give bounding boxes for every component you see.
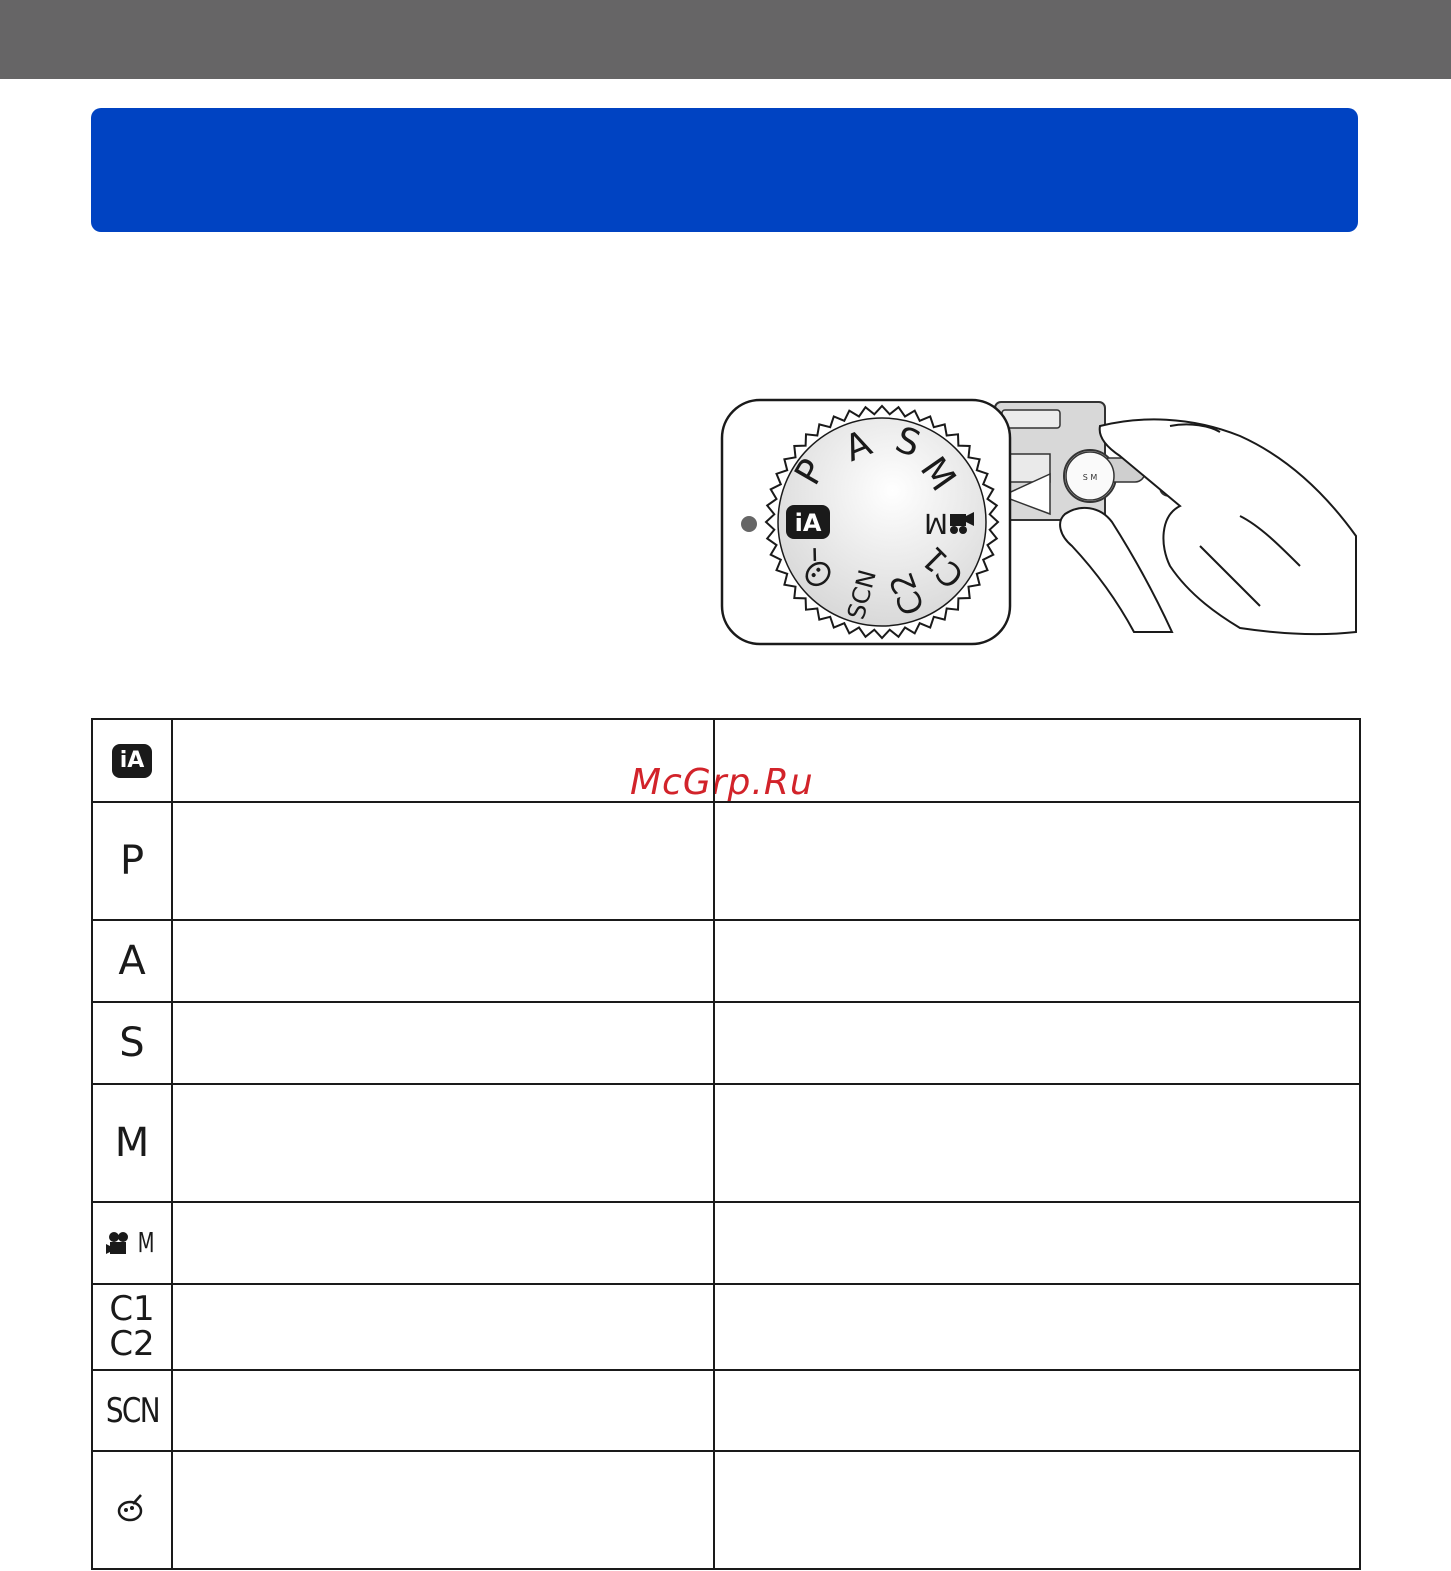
title-banner — [91, 108, 1358, 232]
table-row — [92, 802, 1360, 920]
mode-description-cell — [172, 719, 714, 802]
mode-note-cell — [714, 1202, 1360, 1284]
table-row — [92, 719, 1360, 802]
mode-icon-cell — [92, 1002, 172, 1084]
mode-icon-cell — [92, 1451, 172, 1569]
table-row — [92, 1284, 1360, 1370]
table-row — [92, 1202, 1360, 1284]
shutter-priority-icon: S — [119, 1020, 145, 1066]
mode-note-cell — [714, 1284, 1360, 1370]
scene-guide-icon: SCN — [105, 1390, 159, 1431]
watermark: McGrp.Ru — [630, 762, 814, 803]
dial-callout — [722, 400, 1010, 644]
dial-label-ia: iA — [794, 509, 822, 537]
mode-description-cell — [172, 1284, 714, 1370]
dial-label-c2: C2 — [881, 567, 933, 621]
mode-description-cell — [172, 1002, 714, 1084]
mode-note-cell — [714, 1370, 1360, 1451]
aperture-priority-icon: A — [118, 938, 146, 984]
manual-exposure-icon: M — [114, 1120, 150, 1166]
mode-description-cell — [172, 1370, 714, 1451]
mode-description-cell — [172, 1084, 714, 1202]
mode-note-cell — [714, 1002, 1360, 1084]
mode-description-cell — [172, 1202, 714, 1284]
creative-control-palette-icon — [115, 1491, 149, 1525]
dial-label-s: S — [890, 419, 926, 466]
camera-mini-dial — [1066, 452, 1114, 500]
table-row — [92, 1002, 1360, 1084]
mode-description-cell — [172, 1451, 714, 1569]
creative-video-icon — [106, 1226, 158, 1259]
dial-label-c1: C1 — [914, 538, 972, 596]
mode-note-cell — [714, 719, 1360, 802]
recording-mode-table — [91, 718, 1361, 1570]
mode-icon-cell — [92, 802, 172, 920]
mode-note-cell — [714, 1451, 1360, 1569]
movie-camera-icon — [106, 1230, 132, 1256]
table-row — [92, 920, 1360, 1002]
top-bar — [0, 0, 1451, 79]
mode-icon-cell — [92, 1370, 172, 1451]
svg-text:S M: S M — [1082, 473, 1098, 482]
dial-label-p: P — [787, 452, 834, 492]
table-row — [92, 1451, 1360, 1569]
creative-video-label: M — [137, 1226, 155, 1260]
mode-icon-cell — [92, 719, 172, 802]
dial-label-m: M — [911, 449, 964, 499]
mode-icon-cell — [92, 1202, 172, 1284]
dial-label-cine-m: M — [923, 507, 949, 540]
custom-1-icon: C1 — [109, 1289, 155, 1329]
mode-dial-illustration — [720, 396, 1360, 648]
dial-label-a: A — [839, 422, 878, 471]
mode-icon-cell — [92, 1284, 172, 1370]
mode-description-cell — [172, 802, 714, 920]
mode-icon-cell — [92, 1084, 172, 1202]
mode-note-cell — [714, 1084, 1360, 1202]
table-row — [92, 1370, 1360, 1451]
intelligent-auto-icon: iA — [112, 744, 152, 778]
dial-label-scn: SCN — [841, 566, 882, 623]
mode-note-cell — [714, 802, 1360, 920]
custom-2-icon: C2 — [109, 1324, 155, 1364]
program-ae-icon: P — [119, 838, 145, 884]
mode-note-cell — [714, 920, 1360, 1002]
mode-icon-cell — [92, 920, 172, 1002]
mode-description-cell — [172, 920, 714, 1002]
table-row — [92, 1084, 1360, 1202]
